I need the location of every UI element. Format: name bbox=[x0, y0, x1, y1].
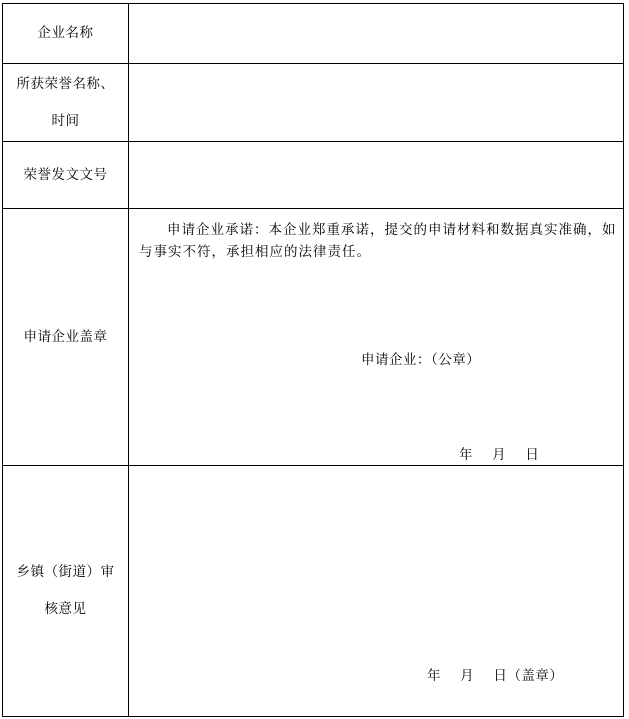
row-review bbox=[3, 466, 624, 717]
row-honor bbox=[3, 64, 624, 142]
review-label-line1: 乡镇（街道）审 bbox=[16, 564, 115, 580]
honor-label-cell bbox=[3, 64, 129, 142]
company-name-label-cell bbox=[3, 4, 129, 64]
company-name-field[interactable] bbox=[129, 4, 624, 64]
review-opinion-field[interactable] bbox=[129, 466, 624, 717]
seal-label: 申请企业盖章 bbox=[23, 328, 108, 345]
honor-label-line2: 时间 bbox=[51, 112, 80, 129]
review-label-cell bbox=[3, 466, 129, 717]
seal-date-line: 年 月 日 bbox=[459, 447, 540, 463]
seal-label-cell bbox=[3, 209, 129, 466]
honor-label-line1: 所获荣誉名称、 bbox=[16, 75, 115, 92]
pledge-text: 申请企业承诺：本企业郑重承诺，提交的申请材料和数据真实准确，如与事实不符，承担相应的法律责任。 bbox=[139, 222, 617, 260]
application-form-table bbox=[2, 3, 624, 717]
row-honor-doc-no bbox=[3, 142, 624, 209]
seal-field[interactable] bbox=[129, 209, 624, 466]
honor-field[interactable] bbox=[129, 64, 624, 142]
applicant-seal-line: 申请企业：（公章） bbox=[361, 352, 481, 368]
honor-doc-no-label-cell bbox=[3, 142, 129, 209]
row-company-name bbox=[3, 4, 624, 64]
row-seal bbox=[3, 209, 624, 466]
review-label-line2: 核意见 bbox=[44, 601, 87, 617]
review-date-line: 年 月 日（盖章） bbox=[427, 668, 564, 684]
company-name-label: 企业名称 bbox=[37, 25, 94, 41]
honor-doc-no-label: 荣誉发文文号 bbox=[23, 166, 108, 183]
honor-doc-no-field[interactable] bbox=[129, 142, 624, 209]
